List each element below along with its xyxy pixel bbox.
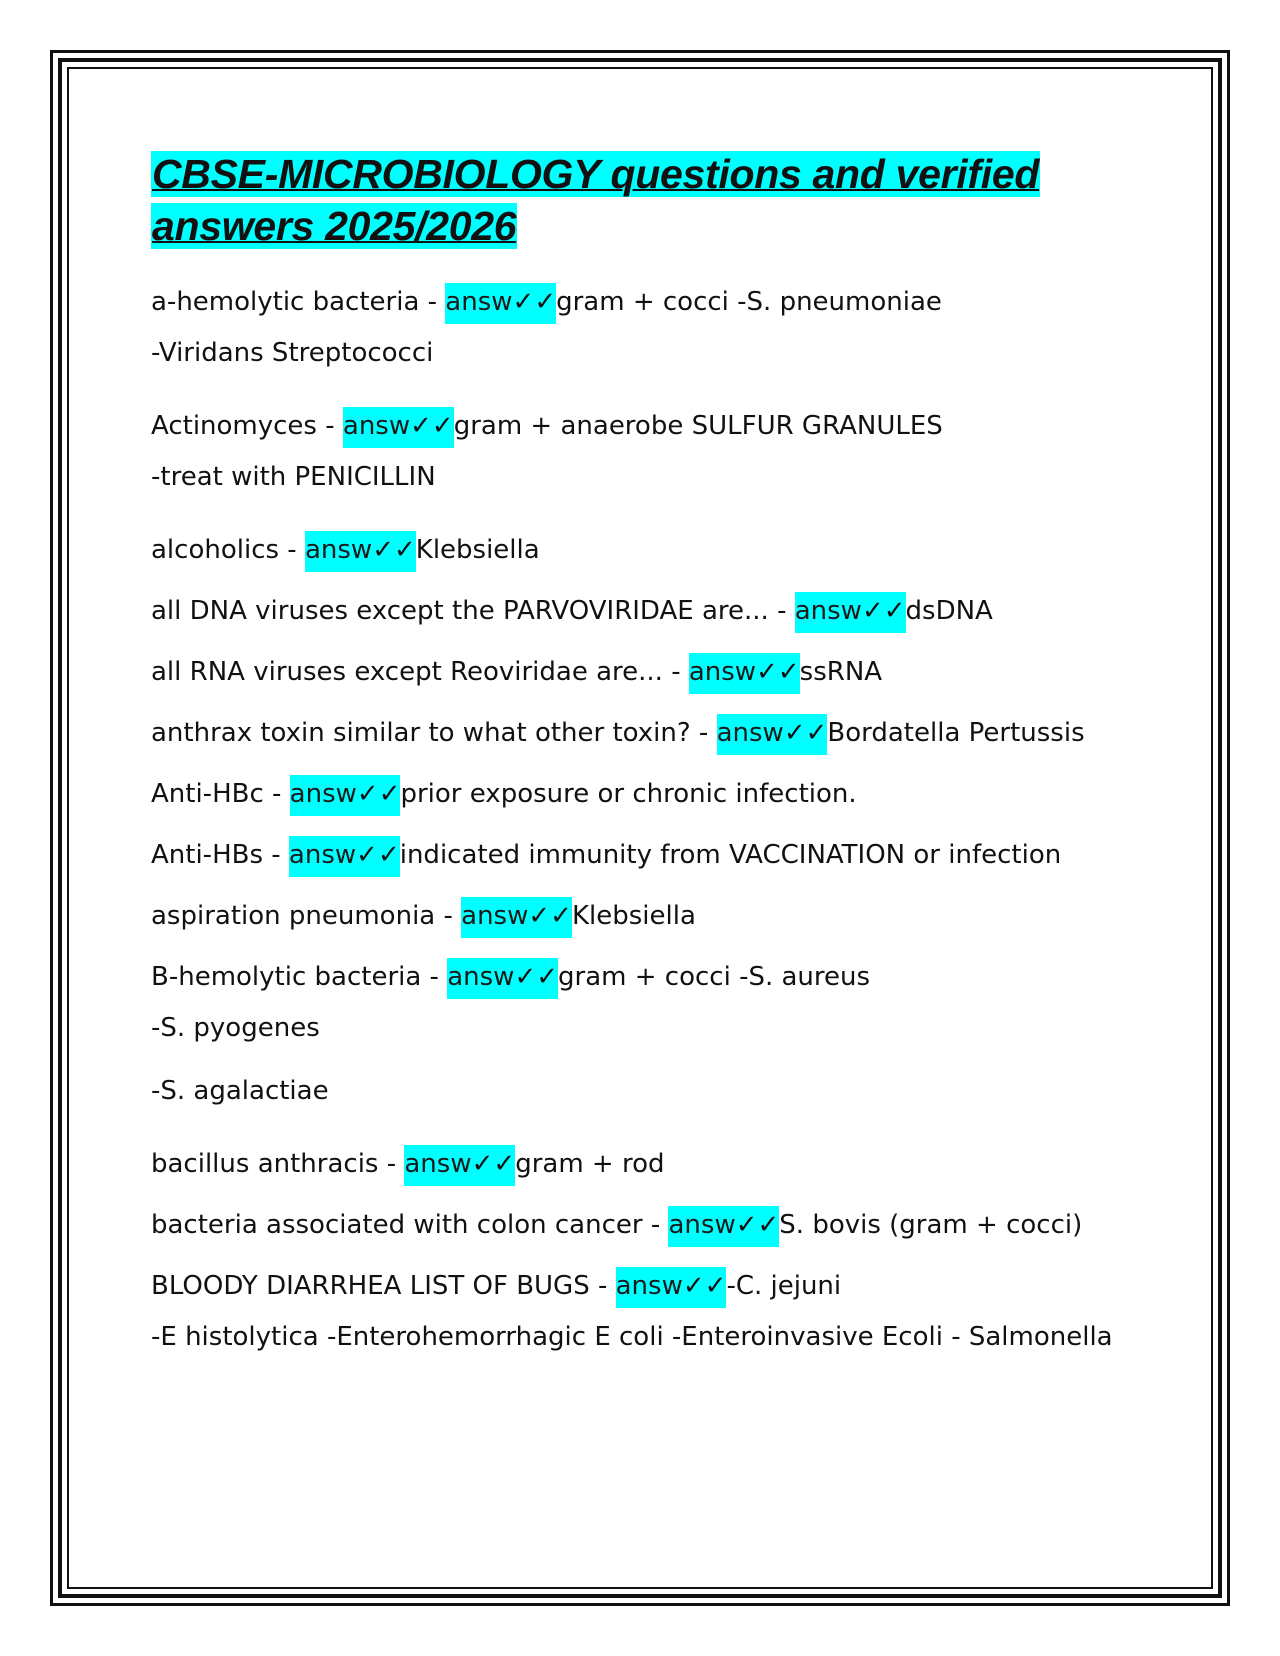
- continuation-text: -S. pyogenes: [151, 1013, 320, 1043]
- checkmark-icon: ✓✓: [682, 1271, 727, 1301]
- question-text: all RNA viruses except Reoviridae are... -: [151, 657, 689, 687]
- answer-marker: [447, 958, 558, 999]
- continuation-text: -E histolytica -Enterohemorrhagic E coli -Enteroinvasive Ecoli - Salmonella: [151, 1322, 1113, 1352]
- answer-text: Klebsiella: [415, 535, 540, 565]
- checkmark-icon: ✓✓: [356, 779, 401, 809]
- answer-text: Klebsiella: [571, 901, 696, 931]
- answer-marker: [461, 897, 572, 938]
- qa-continuation: [151, 1065, 1141, 1128]
- qa-continuation: [151, 451, 1141, 514]
- checkmark-icon: ✓✓: [528, 901, 572, 931]
- answer-marker: [795, 592, 906, 633]
- answer-marker-label: answ: [404, 1149, 472, 1179]
- checkmark-icon: ✓✓: [783, 718, 828, 748]
- answer-marker-label: answ: [615, 1271, 683, 1301]
- answer-marker: [290, 775, 401, 816]
- answer-marker-label: answ: [461, 901, 529, 931]
- answer-text: prior exposure or chronic infection.: [400, 779, 857, 809]
- document-body: [151, 148, 1141, 1374]
- qa-entry: [151, 941, 1141, 1002]
- qa-entry: [151, 758, 1141, 819]
- answer-marker-label: answ: [289, 779, 357, 809]
- qa-entry: [151, 1189, 1141, 1250]
- answer-marker-label: answ: [304, 535, 373, 565]
- answer-marker: [445, 283, 556, 324]
- answer-marker: [668, 1206, 779, 1247]
- continuation-text: -treat with PENICILLIN: [151, 462, 436, 492]
- qa-continuation: [151, 1311, 1141, 1374]
- answer-marker-label: answ: [342, 411, 411, 441]
- answer-marker: [289, 836, 400, 877]
- qa-continuation: [151, 327, 1141, 390]
- checkmark-icon: ✓✓: [471, 1149, 516, 1179]
- answer-marker-label: answ: [445, 287, 513, 317]
- answer-text: -C. jejuni: [726, 1271, 842, 1301]
- question-text: aspiration pneumonia -: [151, 901, 462, 931]
- qa-entry: [151, 266, 1141, 327]
- qa-entry: [151, 1128, 1141, 1189]
- checkmark-icon: ✓✓: [512, 287, 557, 317]
- qa-list: [151, 266, 1141, 1374]
- answer-text: dsDNA: [905, 596, 993, 626]
- title-line-2: answers 2025/2026: [152, 203, 517, 249]
- question-text: Anti-HBs -: [151, 840, 289, 870]
- question-text: B-hemolytic bacteria -: [151, 962, 448, 992]
- answer-marker-label: answ: [688, 657, 757, 687]
- question-text: Anti-HBc -: [151, 779, 290, 809]
- answer-marker-label: answ: [288, 840, 357, 870]
- question-text: Actinomyces -: [151, 411, 343, 441]
- checkmark-icon: ✓✓: [372, 535, 416, 565]
- qa-entry: [151, 1250, 1141, 1311]
- qa-entry: [151, 575, 1141, 636]
- answer-text: gram + rod: [515, 1149, 665, 1179]
- qa-entry: [151, 636, 1141, 697]
- question-text: bacteria associated with colon cancer -: [151, 1210, 669, 1240]
- answer-text: indicated immunity from VACCINATION or infection: [399, 840, 1062, 870]
- checkmark-icon: ✓✓: [756, 657, 800, 687]
- answer-marker: [305, 531, 416, 572]
- answer-marker: [717, 714, 828, 755]
- qa-continuation: [151, 1002, 1141, 1065]
- continuation-text: -Viridans Streptococci: [151, 338, 434, 368]
- answer-text: S. bovis (gram + cocci): [779, 1210, 1083, 1240]
- continuation-text: -S. agalactiae: [151, 1076, 329, 1106]
- answer-marker: [404, 1145, 515, 1186]
- answer-marker-label: answ: [794, 596, 862, 626]
- qa-entry: [151, 880, 1141, 941]
- answer-marker: [616, 1267, 727, 1308]
- question-text: BLOODY DIARRHEA LIST OF BUGS -: [151, 1271, 616, 1301]
- answer-marker: [343, 407, 454, 448]
- question-text: anthrax toxin similar to what other toxin? -: [151, 718, 717, 748]
- qa-entry: [151, 697, 1141, 758]
- checkmark-icon: ✓✓: [356, 840, 400, 870]
- question-text: a-hemolytic bacteria -: [151, 287, 446, 317]
- answer-text: Bordatella Pertussis: [827, 718, 1085, 748]
- answer-marker-label: answ: [447, 962, 515, 992]
- qa-entry: [151, 514, 1141, 575]
- answer-text: gram + cocci -S. aureus: [558, 962, 871, 992]
- answer-text: gram + anaerobe SULFUR GRANULES: [453, 411, 943, 441]
- question-text: bacillus anthracis -: [151, 1149, 405, 1179]
- question-text: alcoholics -: [151, 535, 305, 565]
- answer-marker-label: answ: [668, 1210, 736, 1240]
- checkmark-icon: ✓✓: [861, 596, 906, 626]
- answer-marker-label: answ: [716, 718, 784, 748]
- answer-marker: [689, 653, 800, 694]
- checkmark-icon: ✓✓: [410, 411, 454, 441]
- title-line-1: CBSE-MICROBIOLOGY questions and verified: [152, 151, 1040, 197]
- qa-entry: [151, 390, 1141, 451]
- answer-text: ssRNA: [799, 657, 883, 687]
- document-title: [151, 148, 1141, 252]
- qa-entry: [151, 819, 1141, 880]
- checkmark-icon: ✓✓: [735, 1210, 780, 1240]
- checkmark-icon: ✓✓: [514, 962, 559, 992]
- answer-text: gram + cocci -S. pneumoniae: [556, 287, 942, 317]
- question-text: all DNA viruses except the PARVOVIRIDAE are... -: [151, 596, 795, 626]
